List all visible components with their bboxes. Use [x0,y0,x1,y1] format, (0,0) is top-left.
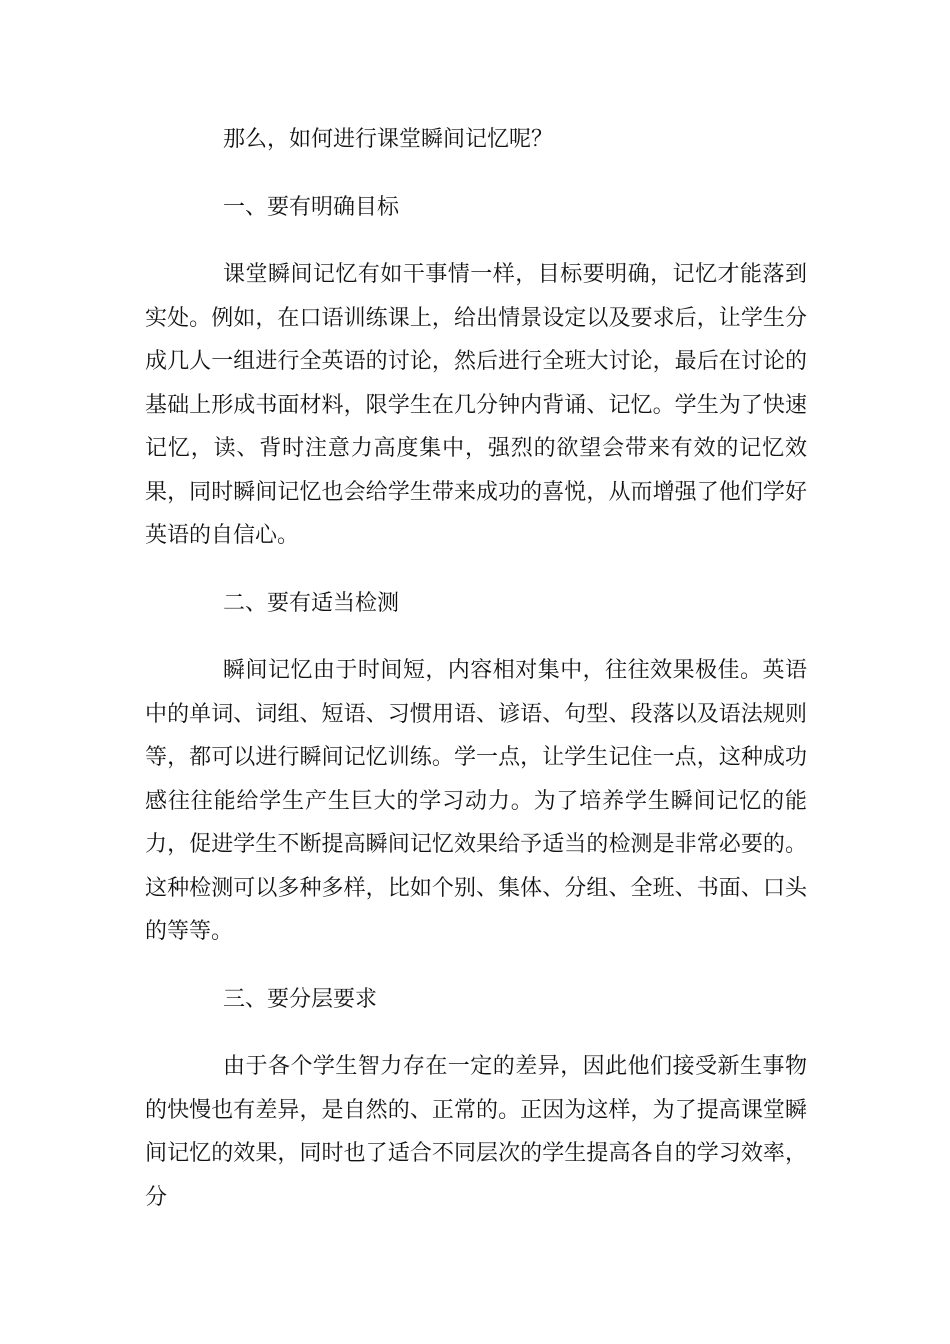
section-body-3: 由于各个学生智力存在一定的差异，因此他们接受新生事物的快慢也有差异，是自然的、正常的。正因为这样，为了提高课堂瞬间记忆的效果，同时也了适合不同层次的学生提高各自的学习效率，分 [145,1054,807,1210]
paragraph-gap [145,625,807,649]
paragraph-gap [145,162,807,186]
paragraph-gap [145,229,807,253]
section-body-2: 瞬间记忆由于时间短，内容相对集中，往往效果极佳。英语中的单词、词组、短语、习惯用语、谚语、句型、段落以及语法规则等，都可以进行瞬间记忆训练。学一点，让学生记住一点，这种成功感往往能给学生产生巨大的学习动力。为了培养学生瞬间记忆的能力，促进学生不断提高瞬间记忆效果给予适当的检测是非常必要的。这种检测可以多种多样，比如个别、集体、分组、全班、书面、口头的等等。 [145,658,807,944]
section-heading-2: 二、要有适当检测 [223,590,400,616]
document-body [145,118,807,1219]
section-body-1: 课堂瞬间记忆有如干事情一样，目标要明确，记忆才能落到实处。例如，在口语训练课上，给出情景设定以及要求后，让学生分成几人一组进行全英语的讨论，然后进行全班大讨论，最后在讨论的基础上形成书面材料，限学生在几分钟内背诵、记忆。学生为了快速记忆，读、背时注意力高度集中，强烈的欲望会带来有效的记忆效果，同时瞬间记忆也会给学生带来成功的喜悦，从而增强了他们学好英语的自信心。 [145,262,807,548]
paragraph-gap [145,954,807,978]
paragraph-gap [145,1021,807,1045]
intro-question: 那么，如何进行课堂瞬间记忆呢？ [223,127,554,152]
section-heading-3: 三、要分层要求 [223,986,378,1012]
paragraph-gap [145,558,807,582]
section-heading-1: 一、要有明确目标 [223,194,400,220]
